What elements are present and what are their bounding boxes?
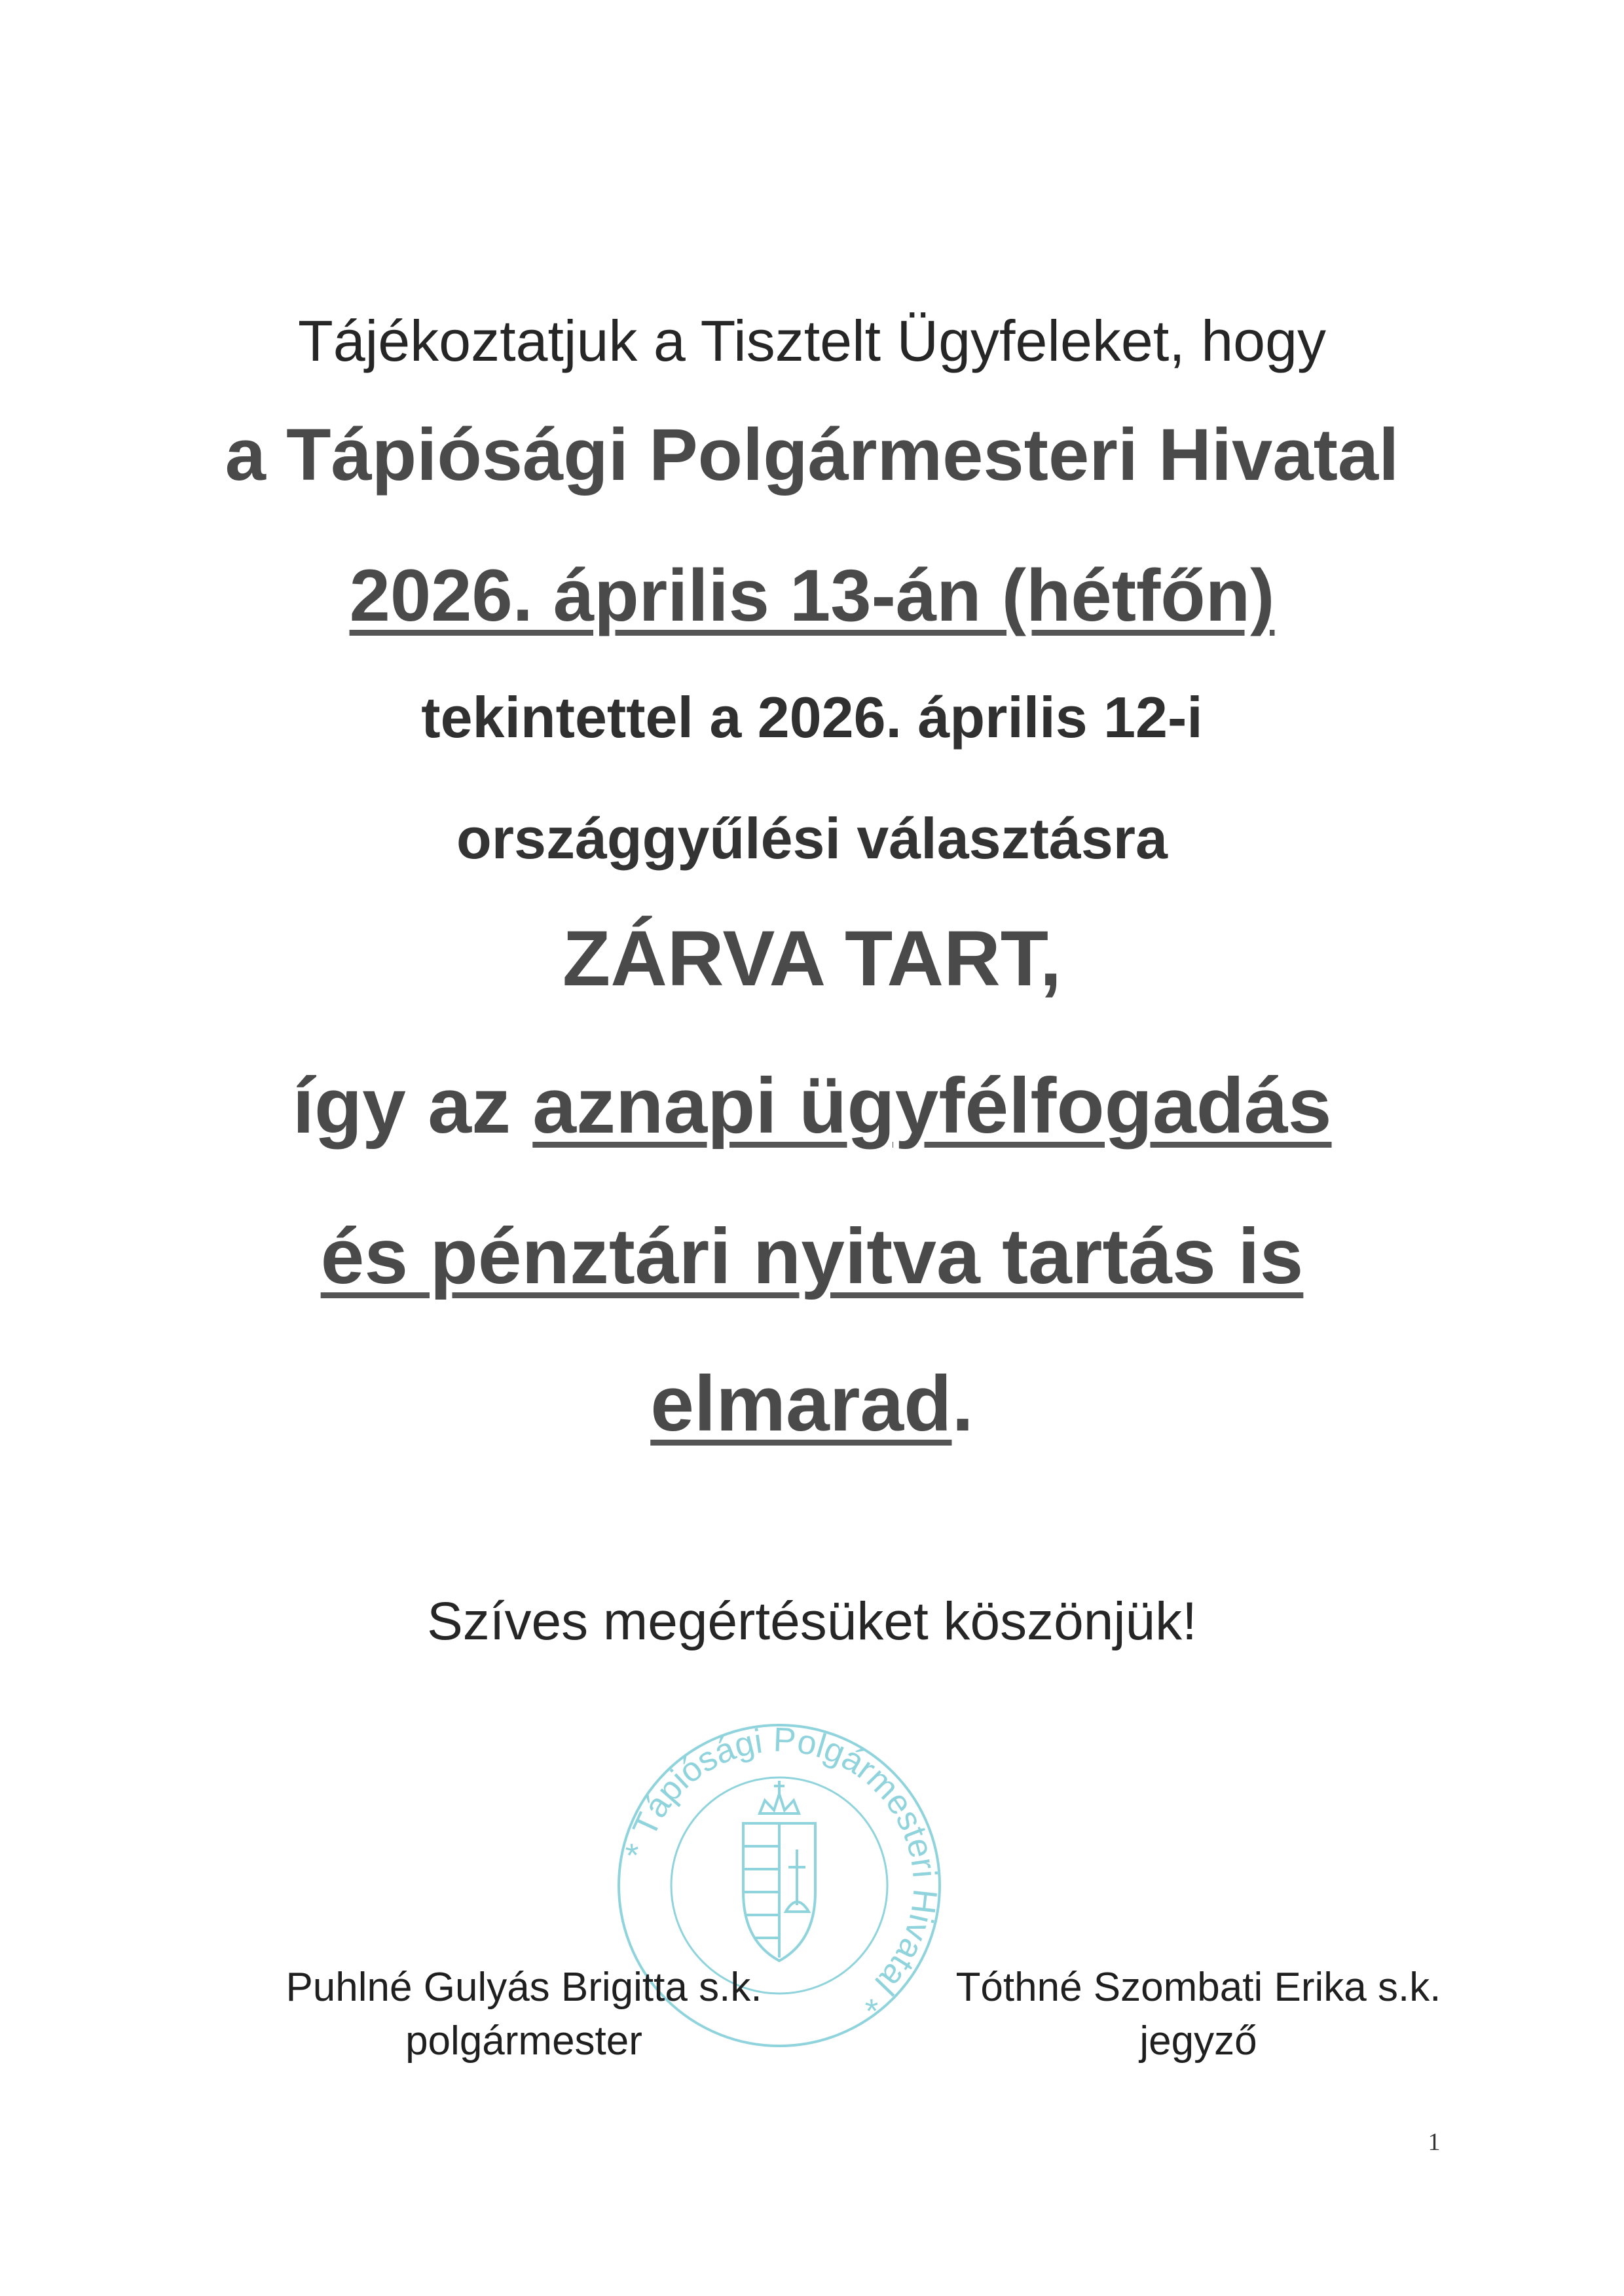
service-line-prefix: így az	[292, 1062, 533, 1150]
cancel-line	[0, 1358, 1624, 1449]
office-name: a Tápiósági Polgármesteri Hivatal	[225, 414, 1399, 496]
signature-notary-name: Tóthné Szombati Erika s.k.	[955, 1965, 1441, 2010]
signature-mayor-title: polgármester	[405, 2018, 642, 2064]
service-line-underlined: aznapi ügyfélfogadás	[532, 1062, 1332, 1150]
closed-heading: ZÁRVA TART,	[562, 915, 1062, 1002]
closure-date-text: 2026. április 13-án (hétfőn)	[349, 555, 1275, 636]
service-line-2	[0, 1211, 1624, 1302]
service-line-1	[0, 1061, 1624, 1151]
hungarian-coat-of-arms-icon	[743, 1781, 815, 1961]
closure-date	[0, 553, 1624, 638]
reason-line-2: országgyűlési választásra	[456, 806, 1168, 871]
page-number: 1	[1428, 2128, 1441, 2156]
intro-line: Tájékoztatjuk a Tisztelt Ügyfeleket, hogy	[297, 308, 1327, 373]
signature-notary-title: jegyző	[1139, 2018, 1257, 2064]
stamp-text: * Tápiósági Polgármesteri Hivatal *	[618, 1721, 944, 2020]
cancel-word: elmarad	[650, 1360, 952, 1448]
service-line-2-text: és pénztári nyitva tartás is	[320, 1212, 1304, 1300]
signature-mayor	[196, 1961, 851, 2068]
signature-notary	[871, 1961, 1526, 2068]
signature-mayor-name: Puhlné Gulyás Brigitta s.k.	[286, 1965, 762, 2010]
thanks-line: Szíves megértésüket köszönjük!	[427, 1592, 1197, 1651]
reason-line-1: tekintettel a 2026. április 12-i	[421, 685, 1203, 750]
cancel-period: .	[951, 1360, 974, 1448]
